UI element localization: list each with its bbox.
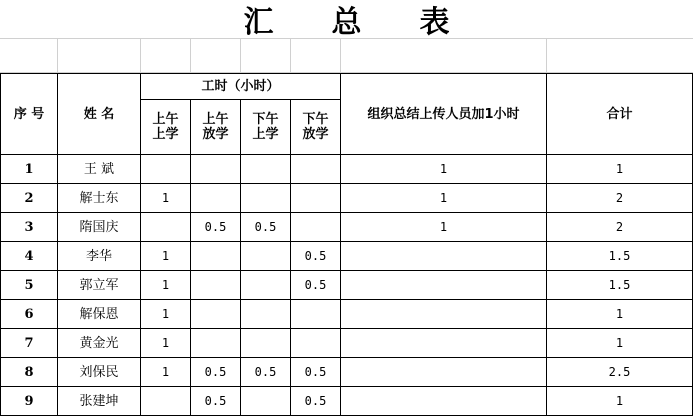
row-am-start: 1 <box>141 358 191 387</box>
row-seq: 3 <box>1 213 58 242</box>
row-total: 1 <box>547 387 693 416</box>
row-pm-start <box>241 271 291 300</box>
grid-line <box>57 39 58 72</box>
row-total: 1 <box>547 300 693 329</box>
row-name: 郭立军 <box>58 271 141 300</box>
row-upload <box>341 387 547 416</box>
row-total: 1.5 <box>547 242 693 271</box>
table-row <box>1 300 693 329</box>
table-row <box>1 358 693 387</box>
row-am-start: 1 <box>141 271 191 300</box>
row-total: 1 <box>547 155 693 184</box>
row-pm-end: 0.5 <box>291 271 341 300</box>
row-seq: 4 <box>1 242 58 271</box>
row-pm-start: 0.5 <box>241 213 291 242</box>
row-total: 2 <box>547 213 693 242</box>
row-am-start: 1 <box>141 300 191 329</box>
header-total: 合计 <box>547 74 693 155</box>
row-pm-start <box>241 300 291 329</box>
row-am-end <box>191 242 241 271</box>
row-name: 隋国庆 <box>58 213 141 242</box>
grid-line <box>340 39 341 72</box>
row-am-end: 0.5 <box>191 358 241 387</box>
table-row <box>1 271 693 300</box>
header-pm-start-text: 下午上学 <box>252 112 279 142</box>
row-name: 张建坤 <box>58 387 141 416</box>
row-pm-end <box>291 213 341 242</box>
header-am-end <box>191 100 241 155</box>
row-name: 黄金光 <box>58 329 141 358</box>
row-pm-start <box>241 329 291 358</box>
row-seq: 7 <box>1 329 58 358</box>
table-row <box>1 213 693 242</box>
row-am-start <box>141 387 191 416</box>
row-total: 1 <box>547 329 693 358</box>
row-am-end <box>191 271 241 300</box>
row-upload <box>341 242 547 271</box>
row-seq: 9 <box>1 387 58 416</box>
row-am-end: 0.5 <box>191 387 241 416</box>
row-am-end <box>191 155 241 184</box>
row-upload <box>341 300 547 329</box>
table-row <box>1 242 693 271</box>
grid-line <box>240 39 241 72</box>
row-am-start: 1 <box>141 329 191 358</box>
header-hours-group: 工时（小时） <box>141 74 341 100</box>
row-am-start <box>141 155 191 184</box>
table-row <box>1 387 693 416</box>
header-name: 姓 名 <box>58 74 141 155</box>
header-pm-end <box>291 100 341 155</box>
row-pm-start <box>241 184 291 213</box>
row-upload <box>341 329 547 358</box>
header-seq: 序 号 <box>1 74 58 155</box>
header-upload: 组织总结上传人员加1小时 <box>341 74 547 155</box>
row-pm-end <box>291 155 341 184</box>
row-pm-end <box>291 300 341 329</box>
row-name: 王 斌 <box>58 155 141 184</box>
row-seq: 2 <box>1 184 58 213</box>
row-name: 刘保民 <box>58 358 141 387</box>
row-pm-end: 0.5 <box>291 358 341 387</box>
grid-line <box>140 39 141 72</box>
row-upload: 1 <box>341 155 547 184</box>
row-name: 解士东 <box>58 184 141 213</box>
header-pm-end-text: 下午放学 <box>302 112 329 142</box>
empty-grid-row <box>0 38 693 73</box>
grid-line <box>546 39 547 72</box>
header-am-end-text: 上午放学 <box>202 112 229 142</box>
row-seq: 6 <box>1 300 58 329</box>
row-am-start: 1 <box>141 242 191 271</box>
row-am-start: 1 <box>141 184 191 213</box>
row-upload <box>341 358 547 387</box>
row-pm-end: 0.5 <box>291 387 341 416</box>
row-pm-start <box>241 155 291 184</box>
summary-table <box>0 73 693 416</box>
header-am-start-text: 上午上学 <box>152 112 179 142</box>
row-pm-end <box>291 184 341 213</box>
row-pm-end <box>291 329 341 358</box>
row-am-end <box>191 329 241 358</box>
row-pm-end: 0.5 <box>291 242 341 271</box>
row-name: 李华 <box>58 242 141 271</box>
grid-line <box>190 39 191 72</box>
row-total: 2 <box>547 184 693 213</box>
grid-line <box>290 39 291 72</box>
sheet-title <box>0 0 693 38</box>
table-row <box>1 155 693 184</box>
table-row <box>1 184 693 213</box>
row-am-start <box>141 213 191 242</box>
row-pm-start: 0.5 <box>241 358 291 387</box>
row-upload: 1 <box>341 184 547 213</box>
row-total: 2.5 <box>547 358 693 387</box>
row-name: 解保恩 <box>58 300 141 329</box>
row-seq: 1 <box>1 155 58 184</box>
row-total: 1.5 <box>547 271 693 300</box>
header-pm-start <box>241 100 291 155</box>
header-am-start <box>141 100 191 155</box>
row-seq: 8 <box>1 358 58 387</box>
row-am-end <box>191 300 241 329</box>
row-am-end: 0.5 <box>191 213 241 242</box>
row-pm-start <box>241 242 291 271</box>
row-upload: 1 <box>341 213 547 242</box>
sheet-title-text: 汇总表 <box>243 5 508 40</box>
row-upload <box>341 271 547 300</box>
row-seq: 5 <box>1 271 58 300</box>
table-row <box>1 329 693 358</box>
row-am-end <box>191 184 241 213</box>
row-pm-start <box>241 387 291 416</box>
